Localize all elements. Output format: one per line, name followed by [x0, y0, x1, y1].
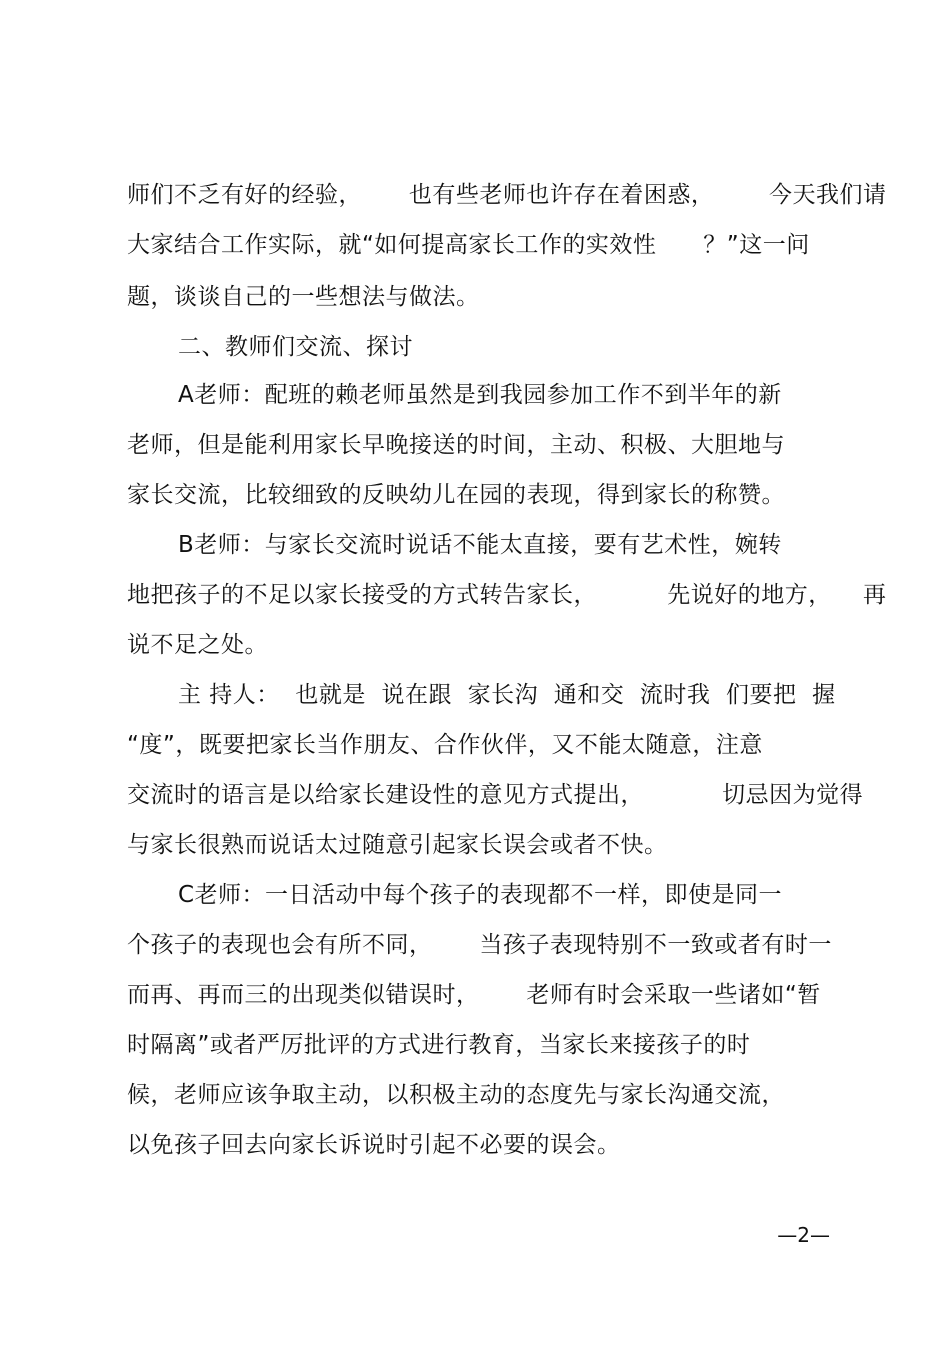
- body-text-line: 时隔离”或者严厉批评的方式进行教育，当家长来接孩子的时: [127, 1032, 751, 1058]
- body-text-line: 说不足之处。: [127, 632, 268, 658]
- body-text-line: 大家结合工作实际，就“如何提高家长工作的实效性 ？”这一问: [127, 232, 810, 258]
- body-text-line: 而再、再而三的出现类似错误时， 老师有时会采取一些诸如“暂: [127, 982, 821, 1008]
- body-text-line: 老师，但是能利用家长早晚接送的时间，主动、积极、大胆地与: [127, 432, 785, 458]
- body-text-line: 主 持人： 也就是 说在跟 家长沟 通和交 流时我 们要把 握: [178, 682, 836, 708]
- body-text-line: 个孩子的表现也会有所不同， 当孩子表现特别不一致或者有时一: [127, 932, 832, 958]
- page-number: —2—: [777, 1223, 830, 1247]
- body-text-line: C老师：一日活动中每个孩子的表现都不一样，即使是同一: [178, 882, 783, 908]
- body-text-line: A老师：配班的赖老师虽然是到我园参加工作不到半年的新: [178, 382, 782, 408]
- body-text-line: 题，谈谈自己的一些想法与做法。: [127, 284, 480, 310]
- body-text-line: 师们不乏有好的经验， 也有些老师也许存在着困惑， 今天我们请: [127, 182, 887, 208]
- body-text-line: 地把孩子的不足以家长接受的方式转告家长， 先说好的地方， 再: [127, 582, 887, 608]
- body-text-line: 交流时的语言是以给家长建设性的意见方式提出， 切忌因为觉得: [127, 782, 864, 808]
- section-heading: 二、教师们交流、探讨: [178, 334, 413, 360]
- body-text-line: 以免孩子回去向家长诉说时引起不必要的误会。: [127, 1132, 621, 1158]
- body-text-line: 与家长很熟而说话太过随意引起家长误会或者不快。: [127, 832, 668, 858]
- body-text-line: “度”，既要把家长当作朋友、合作伙伴，又不能太随意，注意: [127, 732, 763, 758]
- body-text-line: 家长交流，比较细致的反映幼儿在园的表现，得到家长的称赞。: [127, 482, 785, 508]
- body-text-line: B老师：与家长交流时说话不能太直接，要有艺术性，婉转: [178, 532, 782, 558]
- body-text-line: 候，老师应该争取主动，以积极主动的态度先与家长沟通交流，: [127, 1082, 785, 1108]
